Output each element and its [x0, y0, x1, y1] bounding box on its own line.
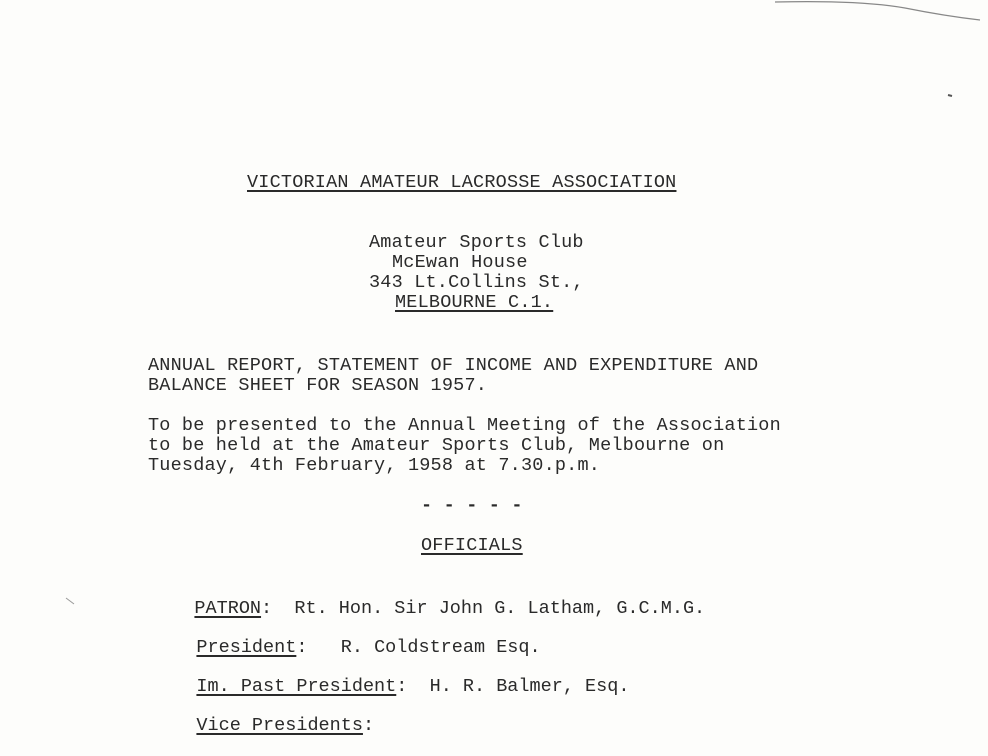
officials-heading: OFFICIALS [421, 535, 523, 556]
address-line-2: McEwan House [392, 252, 528, 273]
vice-presidents-colon: : [362, 715, 375, 736]
presentation-line-1: To be presented to the Annual Meeting of the Association [148, 415, 781, 436]
president-value: R. Coldstream Esq. [340, 637, 541, 658]
past-president-label: Im. Past President [196, 676, 397, 697]
presentation-line-2: to be held at the Amateur Sports Club, Melbourne on [148, 435, 725, 456]
address-line-1: Amateur Sports Club [369, 232, 584, 253]
presentation-line-3: Tuesday, 4th February, 1958 at 7.30.p.m. [148, 455, 601, 476]
address-line-4: MELBOURNE C.1. [395, 292, 554, 313]
address-line-3: 343 Lt.Collins St., [369, 272, 584, 293]
patron-value: Rt. Hon. Sir John G. Latham, G.C.M.G. [294, 598, 706, 619]
vice-presidents-row [152, 696, 374, 756]
report-title-line-1: ANNUAL REPORT, STATEMENT OF INCOME AND EXPENDITURE AND [148, 355, 759, 376]
past-president-colon: : [396, 676, 408, 697]
patron-label: PATRON [194, 598, 262, 619]
report-title-line-2: BALANCE SHEET FOR SEASON 1957. [148, 375, 488, 396]
dash-separator: - - - - - [421, 495, 523, 516]
president-label: President [196, 637, 297, 658]
vice-presidents-label: Vice Presidents [196, 715, 363, 736]
patron-colon: : [261, 598, 273, 619]
association-heading: VICTORIAN AMATEUR LACROSSE ASSOCIATION [247, 172, 677, 193]
president-colon: : [296, 637, 308, 658]
past-president-value: H. R. Balmer, Esq. [429, 676, 630, 697]
